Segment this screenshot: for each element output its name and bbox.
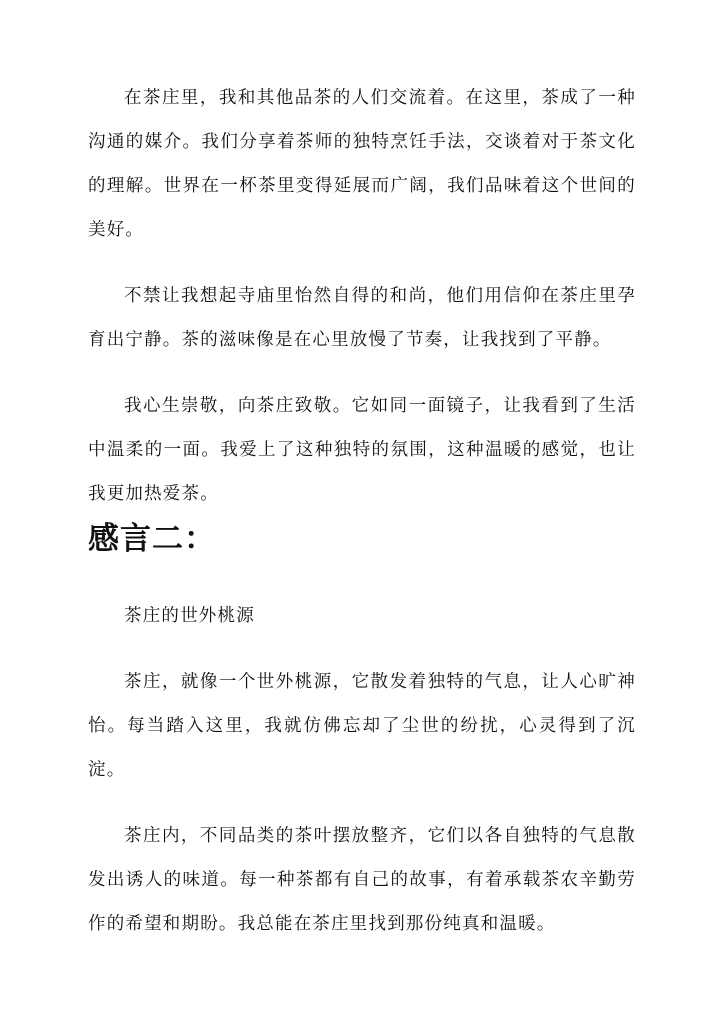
subtitle: 茶庄的世外桃源 xyxy=(124,606,255,626)
paragraph: 我心生崇敬，向茶庄致敬。它如同一面镜子，让我看到了生活中温柔的一面。我爱上了这种独特的氛围，这种温暖的感觉，也让我更加热爱茶。 xyxy=(88,396,636,504)
bottom-section xyxy=(88,594,636,946)
section-heading: 感言二： xyxy=(88,521,216,557)
paragraph: 茶庄，就像一个世外桃源，它散发着独特的气息，让人心旷神怡。每当踏入这里，我就仿佛忘却了尘世的纷扰，心灵得到了沉淀。 xyxy=(88,672,636,780)
top-section xyxy=(88,76,636,516)
paragraph: 在茶庄里，我和其他品茶的人们交流着。在这里，茶成了一种沟通的媒介。我们分享着茶师的独特烹饪手法，交谈着对于茶文化的理解。世界在一杯茶里变得延展而广阔，我们品味着这个世间的美好。 xyxy=(88,88,636,240)
paragraph: 不禁让我想起寺庙里怡然自得的和尚，他们用信仰在茶庄里孕育出宁静。茶的滋味像是在心里放慢了节奏，让我找到了平静。 xyxy=(88,286,636,350)
paragraph: 茶庄内，不同品类的茶叶摆放整齐，它们以各自独特的气息散发出诱人的味道。每一种茶都有自己的故事，有着承载茶农辛勤劳作的希望和期盼。我总能在茶庄里找到那份纯真和温暖。 xyxy=(88,826,636,934)
